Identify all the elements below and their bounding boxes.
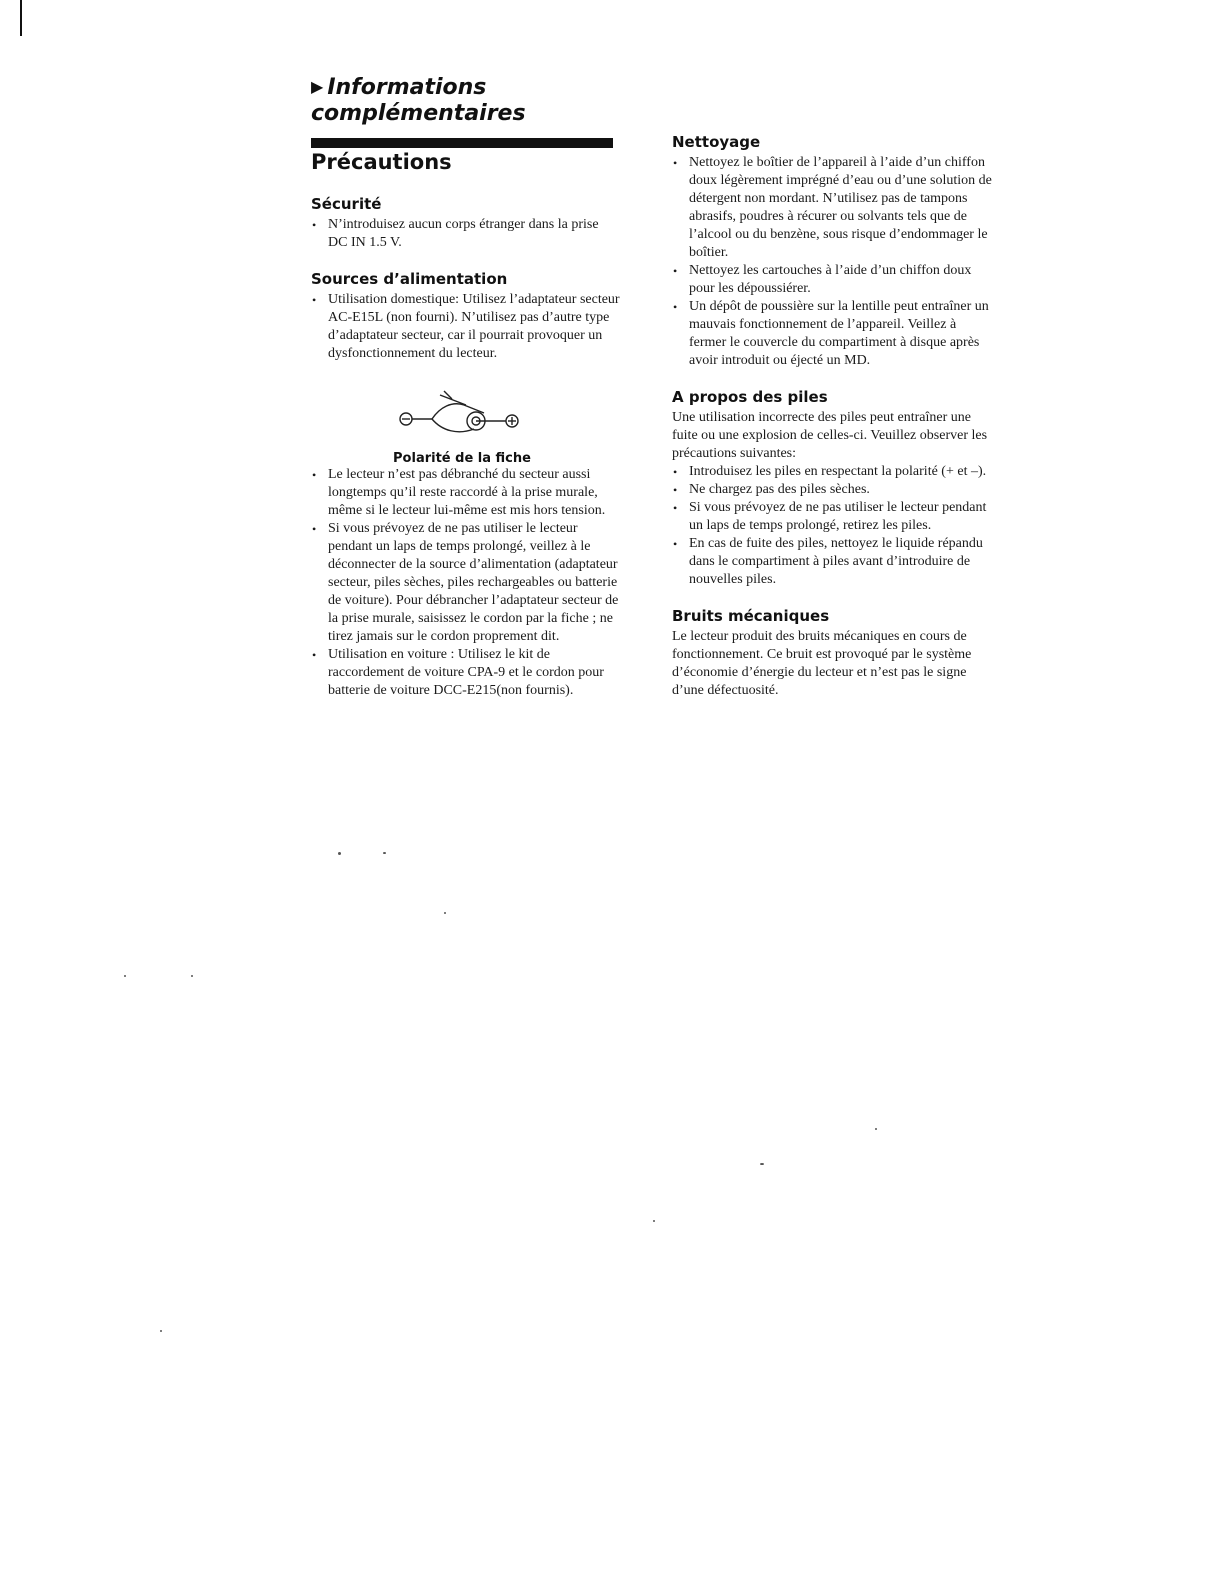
list-item: • Si vous prévoyez de ne pas utiliser le lecteur pendant un laps de temps prolongé, retirez les piles. xyxy=(672,499,992,535)
piles-intro: Une utilisation incorrecte des piles peut entraîner une fuite ou une explosion de celles-ci. Veuillez observer les précautions suivantes: xyxy=(672,410,988,461)
precautions-heading: Précautions xyxy=(311,150,452,174)
power-list xyxy=(311,466,621,700)
left-column xyxy=(311,149,621,700)
section-title xyxy=(311,74,526,127)
list-item: • En cas de fuite des piles, nettoyez le liquide répandu dans le compartiment à piles avant d’introduire de nouvelles piles. xyxy=(672,535,992,589)
list-item: • Si vous prévoyez de ne pas utiliser le lecteur pendant un laps de temps prolongé, veillez à le déconnecter de la source d’alimentation (adaptateur secteur, piles sèches, piles rechargeables ou batterie de voiture). Pour débrancher l’adaptateur secteur de la prise murale, saisissez le cordon par la fiche ; ne tirez jamais sur le cordon proprement dit. xyxy=(311,520,621,646)
piles-list xyxy=(672,463,992,589)
nettoyage-list xyxy=(672,154,992,370)
heading-rule xyxy=(311,138,613,148)
list-item: • Le lecteur n’est pas débranché du secteur aussi longtemps qu’il reste raccordé à la prise murale, même si le lecteur lui-même est mis hors tension. xyxy=(311,466,621,520)
scan-speck xyxy=(124,975,126,977)
plug-polarity-icon xyxy=(392,377,532,447)
section-title-text-1: Informations xyxy=(327,75,487,100)
nettoyage-heading: Nettoyage xyxy=(672,133,761,151)
right-column xyxy=(672,133,992,700)
plug-polarity-figure xyxy=(311,377,613,466)
list-item: • Utilisation en voiture : Utilisez le kit de raccordement de voiture CPA-9 et le cordon pour batterie de voiture DCC-E215(non fournis). xyxy=(311,646,621,700)
scan-speck xyxy=(444,912,446,914)
sources-heading: Sources d’alimentation xyxy=(311,270,508,288)
scan-speck xyxy=(760,1163,764,1165)
section-title-text-2: complémentaires xyxy=(311,101,526,126)
bruits-text: Le lecteur produit des bruits mécaniques en cours de fonctionnement. Ce bruit est provoqué par le système d’économie d’énergie du lecteur et n’est pas le signe d’une défectuosité. xyxy=(672,629,972,698)
list-item: • Nettoyez le boîtier de l’appareil à l’aide d’un chiffon doux légèrement imprégné d’eau ou d’une solution de détergent non mordant. N’utilisez pas de tampons abrasifs, poudres à récurer ou solvants tels que de l’alcool ou du benzène, sous risque d’endommager le boîtier. xyxy=(672,154,992,262)
scan-speck xyxy=(875,1128,877,1130)
scan-speck xyxy=(653,1220,655,1222)
sources-list xyxy=(311,291,621,363)
scan-speck xyxy=(338,852,341,855)
scan-speck xyxy=(160,1330,162,1332)
binding-mark xyxy=(20,0,22,36)
triangle-icon: ▶ xyxy=(311,77,324,96)
list-item: • Nettoyez les cartouches à l’aide d’un chiffon doux pour les dépoussiérer. xyxy=(672,262,992,298)
list-item: • N’introduisez aucun corps étranger dans la prise DC IN 1.5 V. xyxy=(311,216,621,252)
bruits-heading: Bruits mécaniques xyxy=(672,607,830,625)
list-item: • Ne chargez pas des piles sèches. xyxy=(672,481,992,499)
scan-speck xyxy=(383,852,386,854)
figure-caption: Polarité de la fiche xyxy=(393,451,531,466)
list-item: • Utilisation domestique: Utilisez l’adaptateur secteur AC-E15L (non fourni). N’utilisez pas d’autre type d’adaptateur secteur, car il pourrait provoquer un dysfonctionnement du lecteur. xyxy=(311,291,621,363)
scan-speck xyxy=(191,975,193,977)
securite-heading: Sécurité xyxy=(311,195,382,213)
piles-heading: A propos des piles xyxy=(672,388,828,406)
section-title-line-1 xyxy=(311,74,526,101)
list-item: • Introduisez les piles en respectant la polarité (+ et –). xyxy=(672,463,992,481)
list-item: • Un dépôt de poussière sur la lentille peut entraîner un mauvais fonctionnement de l’appareil. Veillez à fermer le couvercle du compartiment à disque après avoir introduit ou éjecté un MD. xyxy=(672,298,992,370)
securite-list xyxy=(311,216,621,252)
